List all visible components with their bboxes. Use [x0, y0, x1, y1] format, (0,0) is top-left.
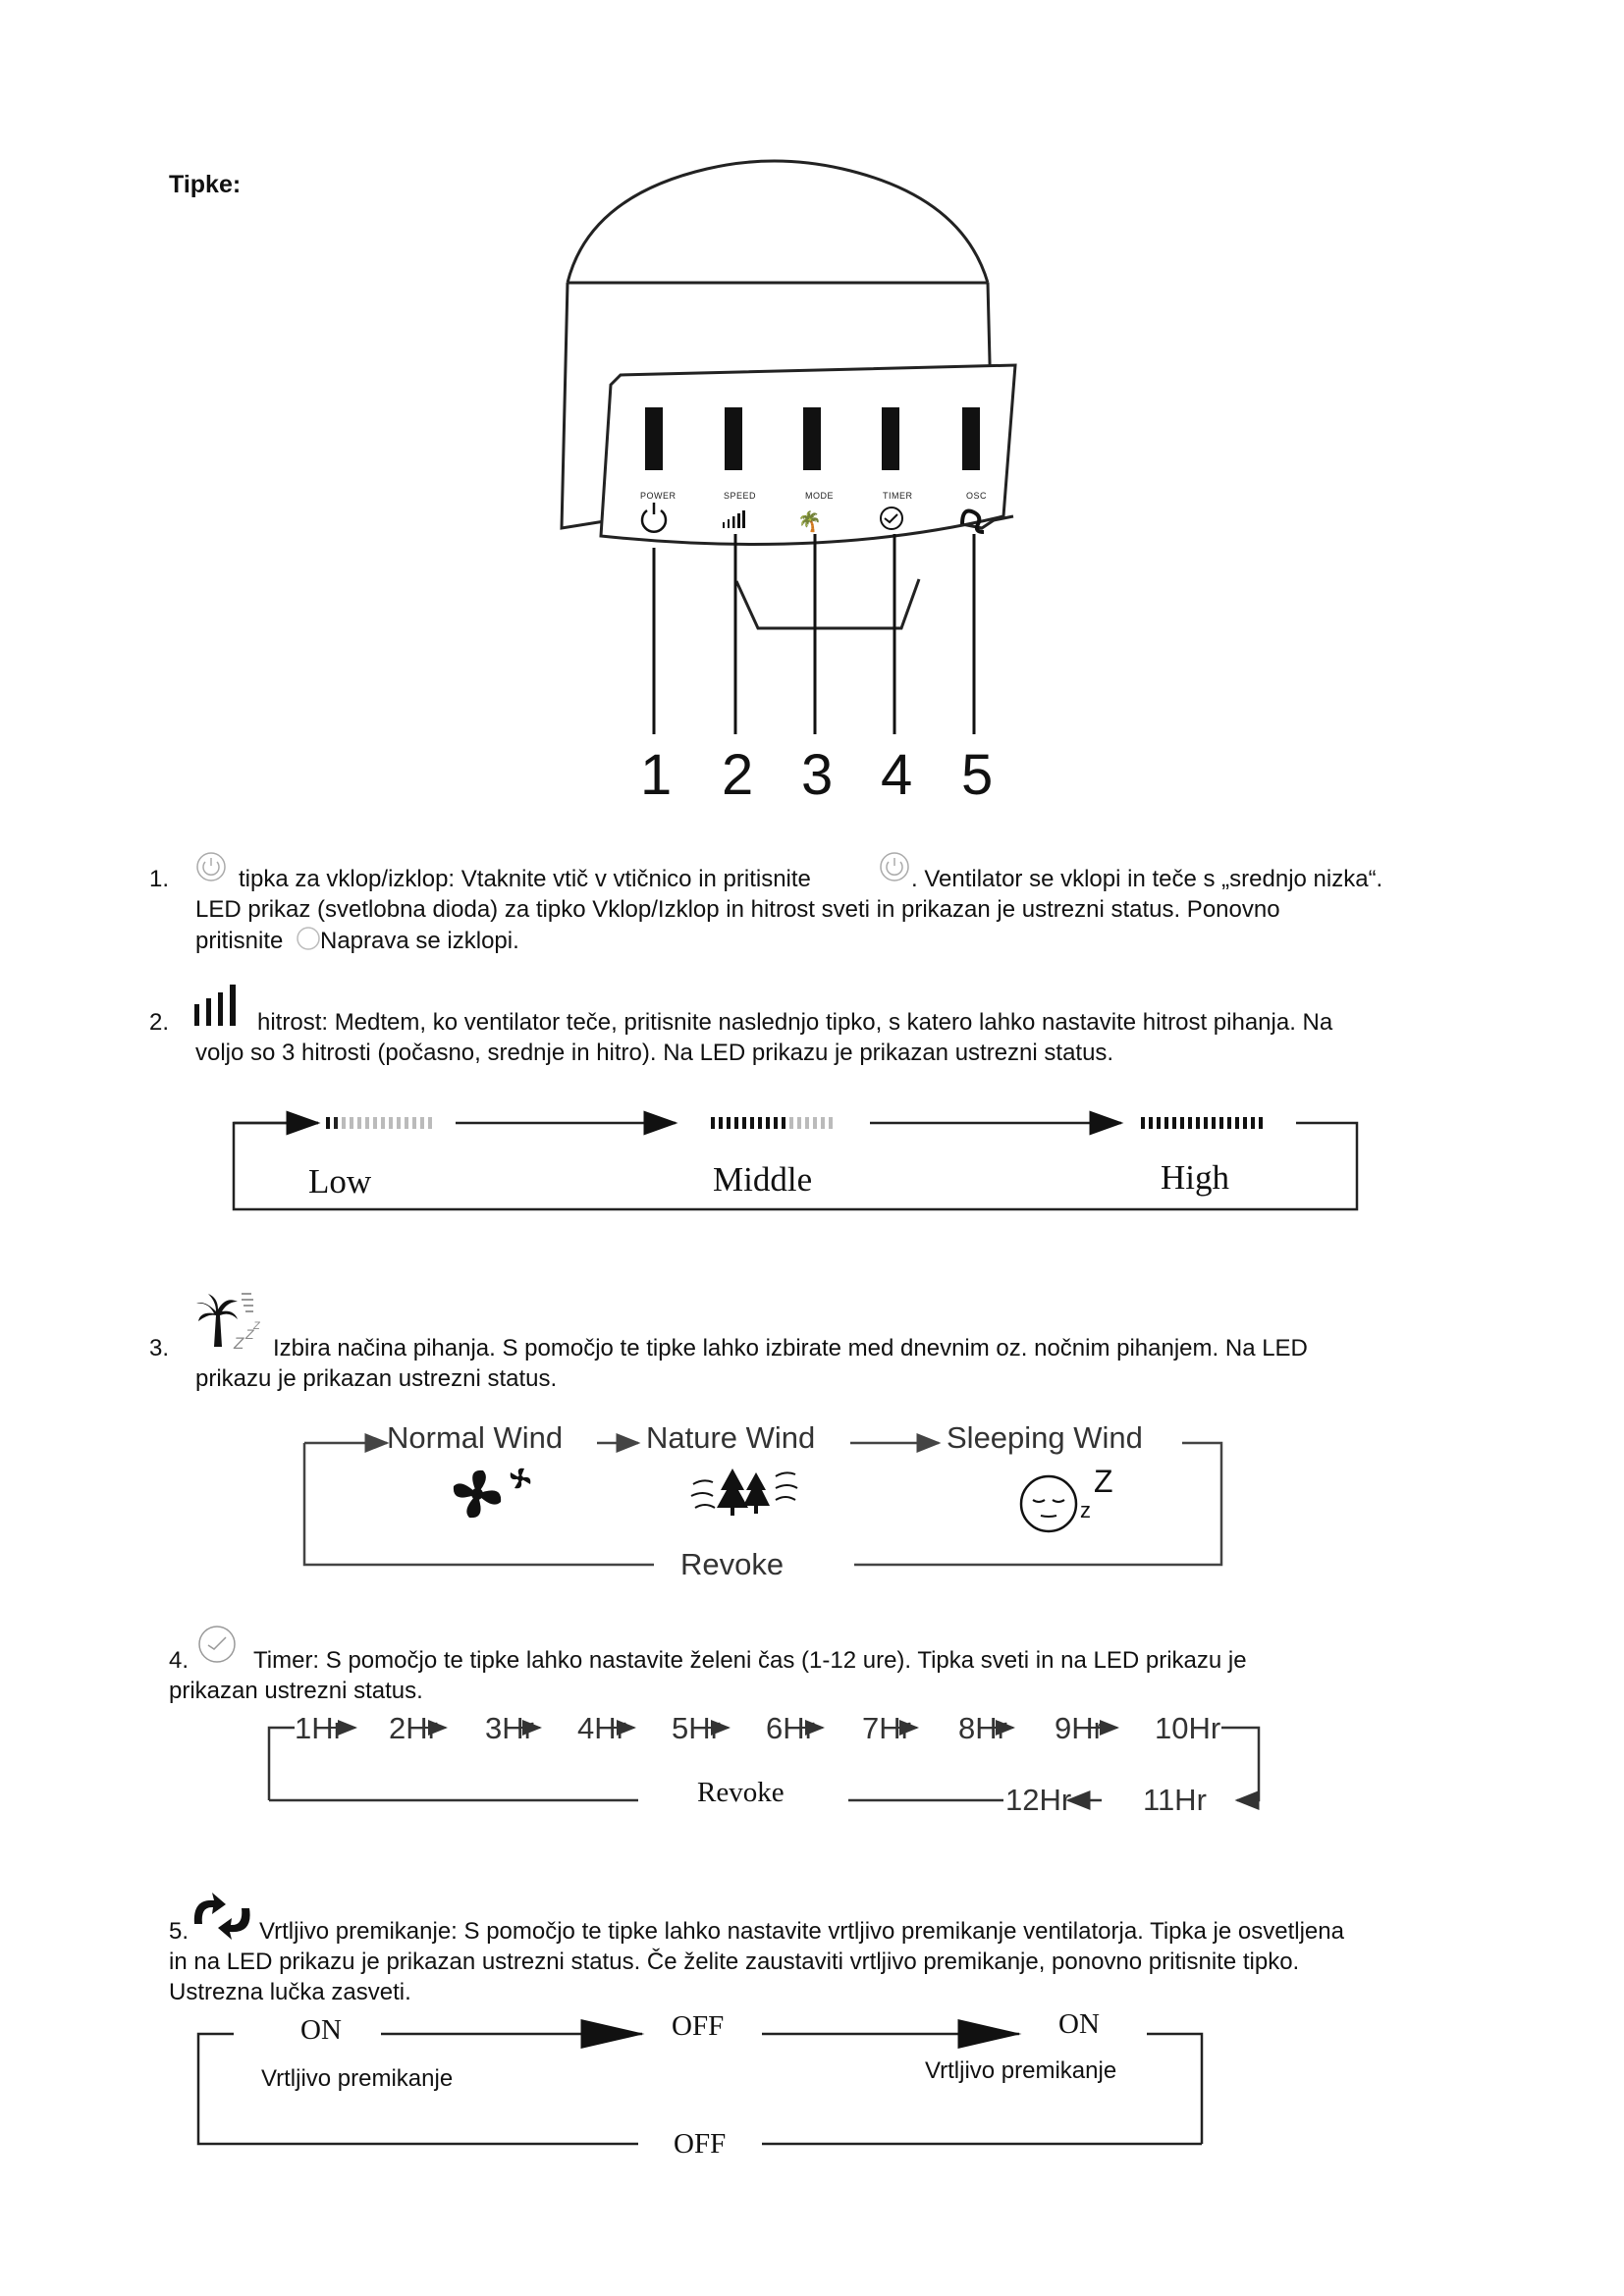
svg-text:z: z — [1080, 1498, 1091, 1522]
timer-icon — [194, 1624, 240, 1665]
panel-number-3: 3 — [801, 743, 834, 807]
timer-5hr: 5Hr — [672, 1711, 721, 1745]
item-1-line-c: LED prikaz (svetlobna dioda) za tipko Vklop/Izklop in hitrost sveti in prikazan je ustrezni status. Ponovno — [195, 896, 1280, 923]
speed-label-low: Low — [308, 1162, 372, 1201]
osc-off-bottom: OFF — [674, 2128, 727, 2160]
timer-8hr: 8Hr — [958, 1711, 1007, 1745]
item-1-line-d-post: Naprava se izklopi. — [320, 928, 519, 954]
item-4-number: 4. — [169, 1647, 189, 1674]
item-4-line-a: Timer: S pomočjo te tipke lahko nastavite želeni čas (1-12 ure). Tipka sveti in na LED prikazu je — [253, 1647, 1247, 1674]
led-bar-power — [645, 407, 663, 470]
mode-normal-wind: Normal Wind — [387, 1420, 564, 1455]
timer-9hr: 9Hr — [1055, 1711, 1104, 1745]
speed-bars-middle — [711, 1117, 833, 1129]
timer-2hr: 2Hr — [389, 1711, 438, 1745]
osc-on-left: ON — [300, 2014, 342, 2046]
led-bar-mode — [803, 407, 821, 470]
speed-label-high: High — [1161, 1158, 1229, 1197]
panel-label-osc: OSC — [966, 491, 988, 501]
led-bar-osc — [962, 407, 980, 470]
oscillation-icon — [187, 1889, 259, 1944]
item-3-line-b: prikazu je prikazan ustrezni status. — [195, 1365, 558, 1392]
speed-icon — [192, 983, 255, 1028]
mode-icon — [194, 1288, 271, 1357]
timer-12hr: 12Hr — [1005, 1783, 1072, 1817]
item-5-line-b: in na LED prikazu je prikazan ustrezni status. Če želite zaustaviti vrtljivo premikanje, ponovno pritisnite tipko. — [169, 1949, 1300, 1975]
nature-wind-icon — [691, 1468, 797, 1516]
mode-revoke: Revoke — [680, 1547, 785, 1581]
item-3-number: 3. — [149, 1335, 170, 1362]
power-icon-inline — [878, 850, 911, 883]
led-bar-speed — [725, 407, 742, 470]
speed-bars-low — [326, 1117, 432, 1129]
speed-label-middle: Middle — [713, 1160, 813, 1199]
svg-text:Z: Z — [234, 1334, 244, 1353]
item-2-number: 2. — [149, 1009, 170, 1036]
panel-label-power: POWER — [640, 491, 677, 501]
item-1-number: 1. — [149, 866, 170, 892]
osc-on-right: ON — [1058, 2008, 1100, 2040]
item-2-line-a: hitrost: Medtem, ko ventilator teče, pritisnite naslednjo tipko, s katero lahko nastavite hitrost pihanja. Na — [257, 1009, 1333, 1036]
item-5-number: 5. — [169, 1918, 189, 1945]
panel-number-2: 2 — [722, 743, 754, 807]
normal-wind-icon — [454, 1468, 530, 1518]
item-1-line-b: . Ventilator se vklopi in teče s „srednjo nizka“. — [911, 866, 1383, 892]
item-1-line-a: tipka za vklop/izklop: Vtaknite vtič v vtičnico in pritisnite — [239, 866, 811, 892]
item-3-line-a: Izbira načina pihanja. S pomočjo te tipke lahko izbirate med dnevnim oz. nočnim pihanjem. Na LED — [273, 1335, 1308, 1362]
panel-label-mode: MODE — [805, 491, 834, 501]
svg-text:🌴: 🌴 — [797, 511, 822, 533]
timer-11hr: 11Hr — [1143, 1783, 1207, 1817]
page-heading: Tipke: — [169, 171, 242, 198]
osc-off-mid: OFF — [672, 2010, 725, 2042]
timer-1hr: 1Hr — [295, 1711, 344, 1745]
osc-caption-left: Vrtljivo premikanje — [261, 2065, 454, 2092]
timer-3hr: 3Hr — [485, 1711, 534, 1745]
timer-7hr: 7Hr — [862, 1711, 911, 1745]
mode-nature-wind: Nature Wind — [646, 1420, 816, 1455]
item-5-line-c: Ustrezna lučka zasveti. — [169, 1979, 411, 2005]
svg-text:Z: Z — [1094, 1464, 1113, 1499]
panel-mode-icon — [797, 509, 822, 533]
sleeping-wind-icon — [1021, 1464, 1113, 1531]
timer-10hr: 10Hr — [1155, 1711, 1221, 1745]
svg-text:Z: Z — [253, 1320, 260, 1332]
timer-4hr: 4Hr — [577, 1711, 626, 1745]
power-icon — [194, 850, 228, 883]
timer-revoke: Revoke — [697, 1777, 785, 1808]
item-2-line-b: voljo so 3 hitrosti (počasno, srednje in hitro). Na LED prikazu je prikazan ustrezni status. — [195, 1040, 1114, 1066]
osc-caption-right: Vrtljivo premikanje — [925, 2057, 1117, 2084]
panel-number-4: 4 — [881, 743, 913, 807]
panel-number-1: 1 — [640, 743, 673, 807]
led-bar-timer — [882, 407, 899, 470]
timer-6hr: 6Hr — [766, 1711, 815, 1745]
svg-text:Z: Z — [245, 1326, 254, 1342]
panel-number-5: 5 — [961, 743, 994, 807]
speed-bars-high — [1141, 1117, 1263, 1129]
power-icon-small — [295, 925, 322, 952]
panel-label-speed: SPEED — [724, 491, 757, 501]
item-1-line-d-pre: pritisnite — [195, 928, 284, 954]
item-4-line-b: prikazan ustrezni status. — [169, 1678, 423, 1704]
mode-sleeping-wind: Sleeping Wind — [947, 1420, 1143, 1455]
item-5-line-a: Vrtljivo premikanje: S pomočjo te tipke lahko nastavite vrtljivo premikanje ventilatorja. Tipka je osvetljena — [259, 1918, 1344, 1945]
panel-label-timer: TIMER — [883, 491, 913, 501]
